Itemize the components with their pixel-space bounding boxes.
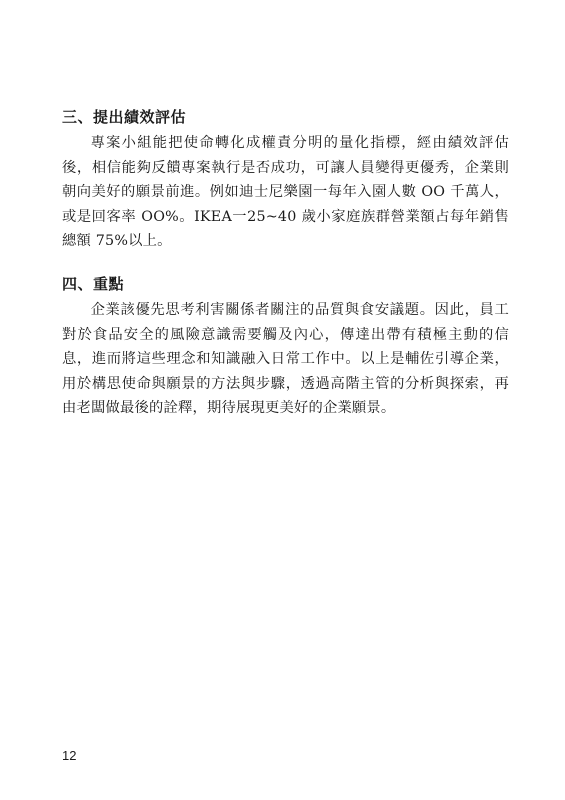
- section-paragraph: 專案小組能把使命轉化成權責分明的量化指標，經由績效評估後，相信能夠反饋專案執行是否成功，可讓人員變得更優秀，企業則朝向美好的願景前進。例如迪士尼樂園一每年入園人數 OO 千萬人，或是回客率 OO%。IKEA一25~40 歲小家庭族群營業額占每年銷售總額 75%以上。: [62, 135, 509, 250]
- section-performance-evaluation: [62, 106, 509, 254]
- section-heading: 四、重點: [62, 275, 125, 293]
- page-number: 12: [62, 748, 77, 763]
- section-heading: 三、提出績效評估: [62, 108, 187, 126]
- section-key-points: [62, 273, 509, 421]
- section-paragraph: 企業該優先思考利害關係者關注的品質與食安議題。因此，員工對於食品安全的風險意識需要觸及內心，傳達出帶有積極主動的信息，進而將這些理念和知識融入日常工作中。以上是輔佐引導企業，用於構思使命與願景的方法與步驟，透過高階主管的分析與探索，再由老闆做最後的詮釋，期待展現更美好的企業願景。: [62, 302, 509, 417]
